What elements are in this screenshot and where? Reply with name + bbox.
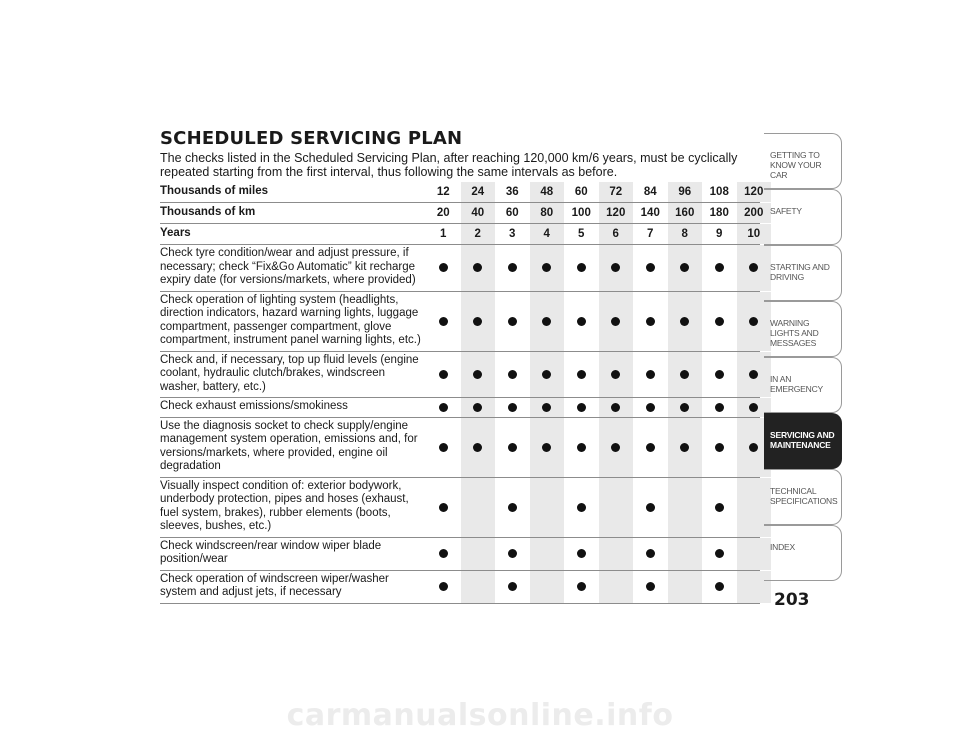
check-mark-dot-icon (715, 582, 724, 591)
check-mark-dot-icon (439, 317, 448, 326)
check-mark-dot-icon (439, 263, 448, 272)
interval-cell (702, 292, 737, 351)
interval-value: 48 (530, 182, 565, 202)
interval-cell (599, 398, 634, 417)
check-mark-dot-icon (577, 370, 586, 379)
interval-cell (461, 571, 496, 603)
chapter-tab-in-an-emergency[interactable]: IN AN EMERGENCY (764, 357, 842, 413)
interval-cell (702, 571, 737, 603)
check-description: Visually inspect condition of: exterior bodywork, underbody protection, pipes and hoses (exhaust, fuel system, brakes), rubber elements (boots, sleeves, bushes, etc.) (160, 479, 409, 532)
interval-cell (530, 245, 565, 291)
check-mark-dot-icon (577, 443, 586, 452)
interval-value: 20 (426, 203, 461, 223)
interval-cell (426, 292, 461, 351)
intro-paragraph: The checks listed in the Scheduled Servicing Plan, after reaching 120,000 km/6 years, must be cyclically repeated starting from the first interval, thus following the same intervals as before. (160, 151, 738, 179)
check-mark-dot-icon (508, 317, 517, 326)
interval-cell (495, 478, 530, 537)
table-row (160, 245, 760, 292)
interval-cell (530, 538, 565, 570)
check-description: Check tyre condition/wear and adjust pressure, if necessary; check “Fix&Go Automatic” kit recharge expiry date (for versions/markets, where provided) (160, 247, 416, 286)
interval-value: 1 (426, 224, 461, 244)
check-mark-dot-icon (508, 582, 517, 591)
check-mark-dot-icon (749, 317, 758, 326)
chapter-tab-servicing-and-maintenance[interactable]: SERVICING AND MAINTENANCE (764, 413, 842, 469)
interval-cell (530, 352, 565, 398)
interval-cell (633, 398, 668, 417)
check-mark-dot-icon (680, 263, 689, 272)
chapter-tab-safety[interactable]: SAFETY (764, 189, 842, 245)
interval-cell (599, 478, 634, 537)
interval-cell (530, 418, 565, 477)
check-mark-dot-icon (611, 263, 620, 272)
header-row-label: Thousands of miles (160, 184, 268, 197)
check-mark-dot-icon (473, 370, 482, 379)
check-mark-dot-icon (749, 370, 758, 379)
header-row-label: Years (160, 226, 191, 239)
interval-cell (426, 538, 461, 570)
check-mark-dot-icon (611, 317, 620, 326)
table-row (160, 418, 760, 478)
interval-cell (530, 571, 565, 603)
interval-cell (702, 538, 737, 570)
check-mark-dot-icon (473, 443, 482, 452)
interval-value: 8 (668, 224, 703, 244)
check-mark-dot-icon (715, 549, 724, 558)
interval-cell (461, 418, 496, 477)
interval-value: 96 (668, 182, 703, 202)
interval-cell (668, 352, 703, 398)
check-mark-dot-icon (508, 549, 517, 558)
header-row (160, 224, 760, 245)
check-mark-dot-icon (473, 317, 482, 326)
interval-cell (599, 571, 634, 603)
check-mark-dot-icon (577, 549, 586, 558)
interval-cell (633, 352, 668, 398)
table-row (160, 398, 760, 418)
interval-cell (426, 352, 461, 398)
table-row (160, 292, 760, 352)
interval-cell (668, 478, 703, 537)
interval-value: 12 (426, 182, 461, 202)
interval-cell (633, 245, 668, 291)
interval-value: 100 (564, 203, 599, 223)
interval-value: 4 (530, 224, 565, 244)
interval-cell (530, 292, 565, 351)
interval-cell (633, 538, 668, 570)
table-row (160, 571, 760, 604)
interval-value: 160 (668, 203, 703, 223)
check-mark-dot-icon (646, 263, 655, 272)
check-mark-dot-icon (715, 403, 724, 412)
check-mark-dot-icon (680, 317, 689, 326)
check-mark-dot-icon (473, 403, 482, 412)
watermark: carmanualsonline.info (286, 698, 674, 733)
interval-value: 6 (599, 224, 634, 244)
interval-cell (426, 398, 461, 417)
interval-value: 10 (737, 224, 772, 244)
chapter-tab-index[interactable]: INDEX (764, 525, 842, 581)
table-row (160, 352, 760, 399)
check-mark-dot-icon (508, 370, 517, 379)
interval-cell (461, 292, 496, 351)
interval-value: 36 (495, 182, 530, 202)
header-row (160, 203, 764, 224)
interval-cell (426, 245, 461, 291)
interval-cell (633, 478, 668, 537)
interval-cell (564, 352, 599, 398)
chapter-sidebar (764, 133, 842, 581)
interval-value: 180 (702, 203, 737, 223)
interval-cell (668, 571, 703, 603)
chapter-tab-warning-lights-and-messages[interactable]: WARNING LIGHTS AND MESSAGES (764, 301, 842, 357)
header-row (160, 182, 764, 203)
interval-cell (426, 418, 461, 477)
check-mark-dot-icon (439, 549, 448, 558)
interval-cell (668, 245, 703, 291)
check-mark-dot-icon (715, 443, 724, 452)
interval-cell (495, 245, 530, 291)
interval-value: 9 (702, 224, 737, 244)
interval-value: 60 (564, 182, 599, 202)
interval-cell (599, 245, 634, 291)
check-mark-dot-icon (749, 403, 758, 412)
interval-cell (564, 292, 599, 351)
interval-cell (702, 478, 737, 537)
check-mark-dot-icon (439, 370, 448, 379)
interval-value: 140 (633, 203, 668, 223)
check-description: Check windscreen/rear window wiper blade position/wear (160, 539, 382, 565)
check-mark-dot-icon (680, 370, 689, 379)
page-title: SCHEDULED SERVICING PLAN (160, 128, 463, 149)
check-mark-dot-icon (680, 403, 689, 412)
interval-cell (668, 418, 703, 477)
check-mark-dot-icon (508, 503, 517, 512)
check-mark-dot-icon (715, 370, 724, 379)
table-row (160, 538, 760, 571)
check-mark-dot-icon (715, 263, 724, 272)
interval-cell (633, 418, 668, 477)
interval-value: 200 (737, 203, 772, 223)
check-mark-dot-icon (542, 403, 551, 412)
interval-cell (599, 538, 634, 570)
interval-value: 84 (633, 182, 668, 202)
check-mark-dot-icon (646, 582, 655, 591)
interval-cell (530, 398, 565, 417)
check-mark-dot-icon (646, 549, 655, 558)
interval-cell (495, 292, 530, 351)
check-mark-dot-icon (577, 582, 586, 591)
check-mark-dot-icon (611, 403, 620, 412)
interval-cell (461, 538, 496, 570)
interval-value: 120 (599, 203, 634, 223)
interval-cell (495, 418, 530, 477)
interval-value: 120 (737, 182, 772, 202)
interval-value: 3 (495, 224, 530, 244)
check-mark-dot-icon (439, 503, 448, 512)
interval-cell (461, 352, 496, 398)
interval-cell (564, 571, 599, 603)
check-description: Check operation of lighting system (headlights, direction indicators, hazard warning lights, luggage compartment, passenger compartment, glove compartment, instrument panel warning lights, etc.) (160, 293, 421, 346)
check-mark-dot-icon (577, 403, 586, 412)
check-mark-dot-icon (439, 582, 448, 591)
interval-cell (633, 292, 668, 351)
interval-cell (495, 571, 530, 603)
interval-cell (426, 571, 461, 603)
interval-cell (564, 398, 599, 417)
interval-cell (461, 478, 496, 537)
check-mark-dot-icon (542, 443, 551, 452)
check-mark-dot-icon (542, 317, 551, 326)
check-mark-dot-icon (542, 370, 551, 379)
check-mark-dot-icon (577, 503, 586, 512)
interval-cell (633, 571, 668, 603)
chapter-tab-getting-to-know-your-car[interactable]: GETTING TO KNOW YOUR CAR (764, 133, 842, 189)
check-description: Check operation of windscreen wiper/washer system and adjust jets, if necessary (160, 572, 389, 598)
check-mark-dot-icon (611, 370, 620, 379)
interval-value: 72 (599, 182, 634, 202)
check-mark-dot-icon (646, 503, 655, 512)
check-mark-dot-icon (646, 443, 655, 452)
check-mark-dot-icon (749, 263, 758, 272)
interval-cell (564, 478, 599, 537)
chapter-tab-starting-and-driving[interactable]: STARTING AND DRIVING (764, 245, 842, 301)
interval-value: 80 (530, 203, 565, 223)
interval-cell (702, 352, 737, 398)
check-mark-dot-icon (473, 263, 482, 272)
interval-cell (530, 478, 565, 537)
check-mark-dot-icon (508, 443, 517, 452)
check-mark-dot-icon (577, 317, 586, 326)
check-mark-dot-icon (646, 317, 655, 326)
interval-cell (495, 398, 530, 417)
check-description: Check and, if necessary, top up fluid levels (engine coolant, hydraulic clutch/brakes, windscreen washer, battery, etc.) (160, 353, 419, 393)
chapter-tab-technical-specifications[interactable]: TECHNICAL SPECIFICATIONS (764, 469, 842, 525)
interval-value: 108 (702, 182, 737, 202)
servicing-table (160, 182, 764, 604)
header-row-label: Thousands of km (160, 205, 256, 218)
interval-cell (461, 398, 496, 417)
check-mark-dot-icon (611, 443, 620, 452)
interval-cell (564, 418, 599, 477)
interval-cell (461, 245, 496, 291)
check-mark-dot-icon (680, 443, 689, 452)
interval-cell (599, 352, 634, 398)
interval-cell (668, 538, 703, 570)
interval-cell (702, 245, 737, 291)
interval-cell (564, 538, 599, 570)
page-number: 203 (774, 590, 810, 610)
check-mark-dot-icon (542, 263, 551, 272)
check-mark-dot-icon (508, 263, 517, 272)
interval-value: 40 (461, 203, 496, 223)
check-mark-dot-icon (508, 403, 517, 412)
check-description: Use the diagnosis socket to check supply/engine management system operation, emissions and, for versions/markets, where provided, engine oil degradation (160, 419, 418, 472)
interval-value: 5 (564, 224, 599, 244)
interval-cell (599, 292, 634, 351)
check-mark-dot-icon (439, 403, 448, 412)
interval-cell (702, 398, 737, 417)
check-mark-dot-icon (715, 503, 724, 512)
check-mark-dot-icon (715, 317, 724, 326)
interval-value: 2 (461, 224, 496, 244)
interval-cell (668, 398, 703, 417)
interval-cell (599, 418, 634, 477)
interval-cell (564, 245, 599, 291)
check-mark-dot-icon (439, 443, 448, 452)
interval-cell (495, 352, 530, 398)
table-row (160, 478, 760, 538)
interval-cell (702, 418, 737, 477)
check-description: Check exhaust emissions/smokiness (160, 400, 348, 412)
check-mark-dot-icon (749, 443, 758, 452)
check-mark-dot-icon (577, 263, 586, 272)
interval-cell (495, 538, 530, 570)
interval-value: 24 (461, 182, 496, 202)
interval-cell (426, 478, 461, 537)
interval-cell (668, 292, 703, 351)
check-mark-dot-icon (646, 370, 655, 379)
interval-value: 7 (633, 224, 668, 244)
interval-value: 60 (495, 203, 530, 223)
check-mark-dot-icon (646, 403, 655, 412)
